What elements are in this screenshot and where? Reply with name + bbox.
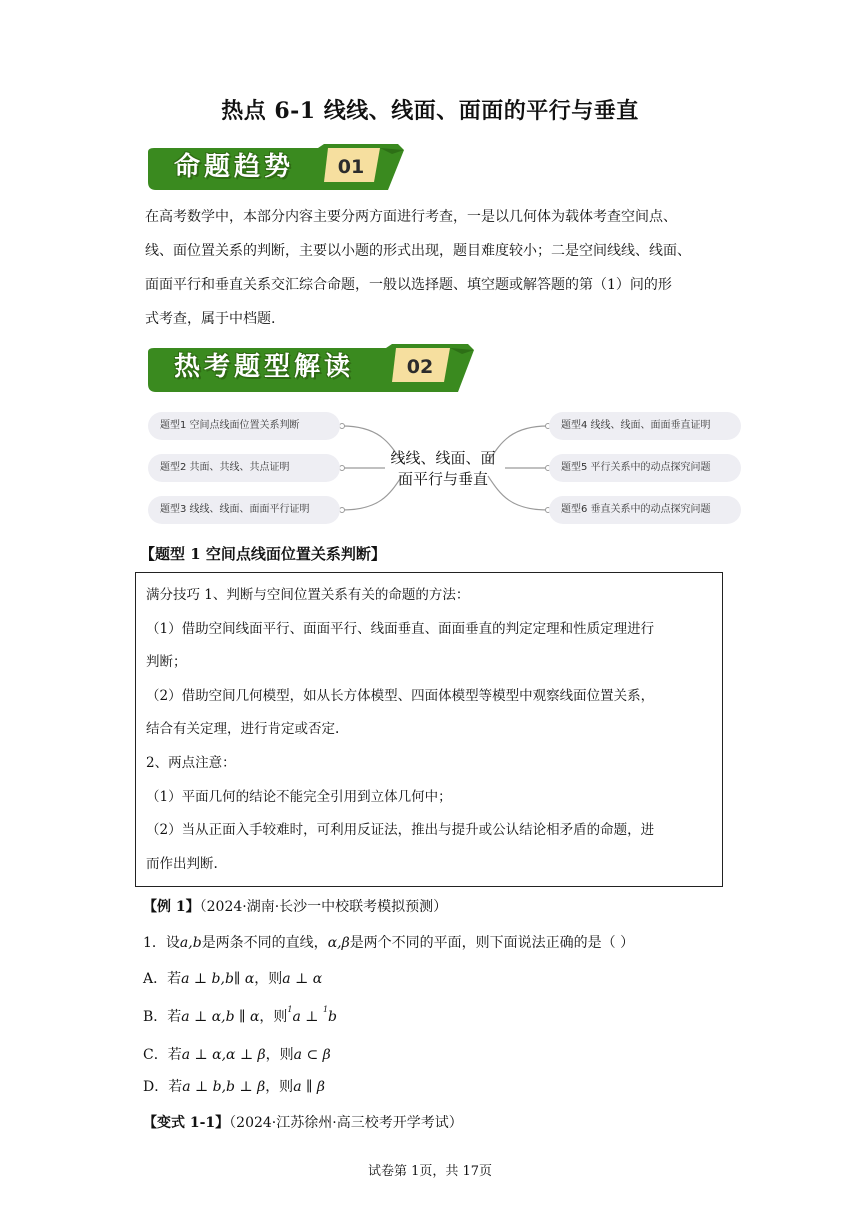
- tip-line: 判断；: [146, 654, 187, 671]
- option-d: [143, 1076, 325, 1096]
- mindmap-node-type3: 题型3 线线、线面、面面平行证明: [148, 496, 340, 524]
- mindmap-node-type2: 题型2 共面、共线、共点证明: [148, 454, 340, 482]
- option-condition: a ⊥ α,b ∥ α: [181, 1009, 260, 1025]
- example-label: 【例 1】: [143, 899, 200, 915]
- tip-line: （2）借助空间几何模型，如从长方体模型、四面体模型等模型中观察线面位置关系，: [146, 687, 655, 704]
- tip-line: （1）借助空间线面平行、面面平行、线面垂直、面面垂直的判定定理和性质定理进行: [146, 620, 655, 637]
- option-result: a ∥ β: [293, 1079, 325, 1095]
- result-var: b: [328, 1009, 337, 1025]
- banner-title: 热考题型解读: [174, 352, 355, 382]
- question-var: a,b: [179, 935, 202, 951]
- variant-header: [143, 1112, 463, 1132]
- banner-title: 命题趋势: [174, 152, 295, 182]
- tip-line: 结合有关定理，进行肯定或否定.: [146, 721, 340, 738]
- mindmap-node-type4: 题型4 线线、线面、面面垂直证明: [549, 412, 741, 440]
- tip-line: （1）平面几何的结论不能完全引用到立体几何中；: [146, 788, 452, 805]
- option-label: C．若: [143, 1047, 182, 1063]
- result-op: ⊥: [300, 1009, 323, 1025]
- option-label: B．若: [143, 1009, 182, 1025]
- mindmap-node-type6: 题型6 垂直关系中的动点探究问题: [549, 496, 741, 524]
- option-result: a ⊂ β: [293, 1047, 331, 1063]
- question-var: α,β: [327, 935, 350, 951]
- paragraph-line: 线、面位置关系的判断，主要以小题的形式出现，题目难度较小；二是空间线线、线面、: [145, 243, 691, 259]
- option-result: a ⊥ α: [282, 971, 323, 987]
- vector-mark: 1: [287, 1005, 293, 1014]
- paragraph-line: 在高考数学中，本部分内容主要分两方面进行考查，一是以几何体为载体考查空间点、: [145, 209, 677, 225]
- option-condition: a ⊥ b,b∥ α: [181, 971, 255, 987]
- option-then: ，则: [265, 1047, 294, 1063]
- question-types-banner: [148, 344, 474, 396]
- paragraph-line: 面面平行和垂直关系交汇综合命题，一般以选择题、填空题或解答题的第（1）问的形: [145, 277, 672, 293]
- banner-number: 02: [406, 356, 434, 378]
- tip-line: 而作出判断.: [146, 855, 218, 872]
- page-footer: 试卷第 1页，共 17页: [367, 1164, 493, 1179]
- option-b: [143, 1006, 337, 1026]
- question-text: 是两个不同的平面，则下面说法正确的是（ ）: [349, 935, 635, 951]
- option-result: [287, 1005, 337, 1025]
- banner-number: 01: [337, 156, 365, 178]
- section-heading: 【题型 1 空间点线面位置关系判断】: [140, 545, 386, 563]
- variant-label: 【变式 1-1】: [143, 1115, 230, 1131]
- example-question: [143, 932, 634, 952]
- question-prefix: 1．设: [143, 935, 180, 951]
- vector-mark: 1: [322, 1005, 329, 1014]
- result-var: a: [292, 1009, 301, 1025]
- variant-source: （2024·江苏徐州·高三校考开学考试）: [229, 1115, 463, 1131]
- mindmap-node-type1: 题型1 空间点线面位置关系判断: [148, 412, 340, 440]
- mindmap-center: [380, 448, 506, 490]
- option-c: [143, 1044, 331, 1064]
- option-condition: a ⊥ b,b ⊥ β: [182, 1079, 266, 1095]
- mindmap-node-type5: 题型5 平行关系中的动点探究问题: [549, 454, 741, 482]
- option-label: A．若: [143, 971, 182, 987]
- tip-line: 2、两点注意：: [146, 754, 236, 771]
- page-title: 热点 6-1 线线、线面、面面的平行与垂直: [221, 98, 639, 124]
- option-then: ，则: [259, 1009, 288, 1025]
- paragraph-line: 式考查，属于中档题.: [145, 311, 276, 327]
- example-header: [143, 896, 447, 916]
- option-then: ，则: [265, 1079, 294, 1095]
- question-text: 是两条不同的直线，: [201, 935, 328, 951]
- option-label: D．若: [143, 1079, 183, 1095]
- tip-line: （2）当从正面入手较难时，可利用反证法，推出与提升或公认结论相矛盾的命题，进: [146, 822, 655, 839]
- trend-paragraph: [145, 200, 725, 336]
- trend-banner: [148, 144, 404, 194]
- example-source: （2024·湖南·长沙一中校联考模拟预测）: [199, 899, 448, 915]
- tips-box: [135, 572, 723, 887]
- option-condition: a ⊥ α,α ⊥ β: [181, 1047, 266, 1063]
- mindmap-center-line: 面平行与垂直: [397, 470, 488, 488]
- mindmap-center-line: 线线、线面、面: [390, 449, 496, 467]
- option-then: ，则: [254, 971, 283, 987]
- tip-line: 满分技巧 1、判断与空间位置关系有关的命题的方法：: [146, 587, 470, 603]
- option-a: [143, 968, 322, 988]
